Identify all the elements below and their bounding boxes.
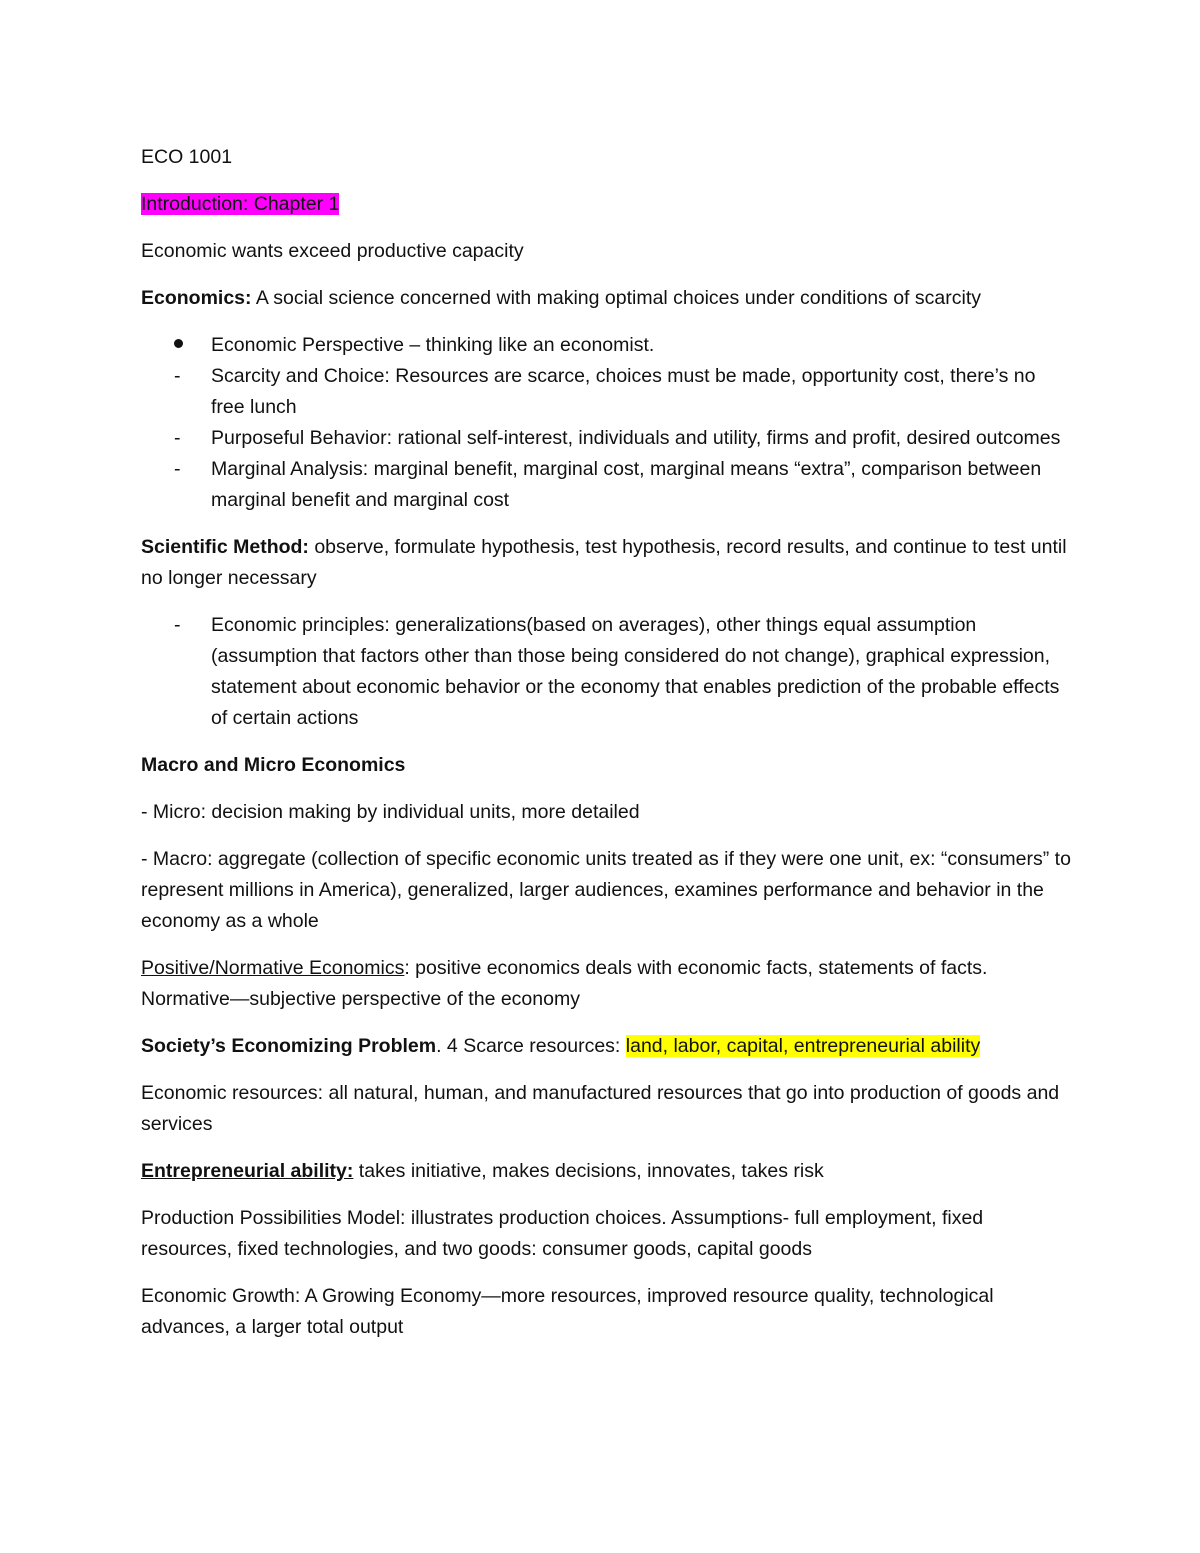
scientific-method-text: observe, formulate hypothesis, test hypothesis, record results, and continue to test until no longer necessary <box>141 536 1067 589</box>
list-item-text: Scarcity and Choice: Resources are scarce, choices must be made, opportunity cost, there’s no free lunch <box>211 365 1036 418</box>
macro-line: - Macro: aggregate (collection of specific economic units treated as if they were one unit, ex: “consumers” to represent millions in America), generalized, larger audiences, examines performance and behavior in the economy as a whole <box>141 848 1071 932</box>
chapter-heading: Introduction: Chapter 1 <box>141 193 340 215</box>
economics-definition <box>141 283 1071 314</box>
bullet-dot-icon <box>174 339 183 348</box>
list-item-text: Marginal Analysis: marginal benefit, marginal cost, marginal means “extra”, comparison between marginal benefit and marginal cost <box>211 458 1042 511</box>
principles-list <box>141 610 1071 734</box>
dash-marker: - <box>174 427 181 449</box>
bullet-marker <box>174 330 194 361</box>
positive-normative-text: : positive economics deals with economic facts, statements of facts. Normative—subjective perspective of the economy <box>141 957 988 1010</box>
list-item <box>141 361 1071 423</box>
economic-resources: Economic resources: all natural, human, and manufactured resources that go into production of goods and services <box>141 1082 1060 1135</box>
chapter-heading-line <box>141 189 1071 220</box>
course-code: ECO 1001 <box>141 146 233 168</box>
scientific-method-term: Scientific Method: <box>141 536 309 558</box>
entrepreneurial-ability <box>141 1156 1071 1187</box>
entrepreneurial-term: Entrepreneurial ability: <box>141 1160 354 1182</box>
economizing-term: Society’s Economizing Problem <box>141 1035 437 1057</box>
scarce-resources-highlight: land, labor, capital, entrepreneurial ability <box>625 1035 981 1057</box>
list-item <box>141 454 1071 516</box>
perspective-list <box>141 330 1071 516</box>
document-body <box>141 142 1071 1359</box>
economics-term: Economics: <box>141 287 252 309</box>
list-item-text: Economic Perspective – thinking like an economist. <box>211 334 655 356</box>
list-item-bullet <box>141 330 1071 361</box>
positive-normative-term: Positive/Normative Economics <box>141 957 405 979</box>
list-item-text: Economic principles: generalizations(based on averages), other things equal assumption (assumption that factors other than those being considered do not change), graphical expression, statement about economic behavior or the economy that enables prediction of the probable effects of certain actions <box>211 614 1060 729</box>
intro-line: Economic wants exceed productive capacity <box>141 240 524 262</box>
economizing-problem <box>141 1031 1071 1062</box>
list-item <box>141 610 1071 734</box>
macro-micro-heading: Macro and Micro Economics <box>141 754 406 776</box>
positive-normative <box>141 953 1071 1015</box>
dash-marker: - <box>174 614 181 636</box>
list-item <box>141 423 1071 454</box>
scientific-method <box>141 532 1071 594</box>
dash-marker: - <box>174 365 181 387</box>
micro-line: - Micro: decision making by individual units, more detailed <box>141 801 640 823</box>
list-item-text: Purposeful Behavior: rational self-interest, individuals and utility, firms and profit, desired outcomes <box>211 427 1061 449</box>
entrepreneurial-text: takes initiative, makes decisions, innovates, takes risk <box>353 1160 824 1182</box>
dash-marker: - <box>174 458 181 480</box>
economic-growth: Economic Growth: A Growing Economy—more resources, improved resource quality, technological advances, a larger total output <box>141 1285 994 1338</box>
production-possibilities: Production Possibilities Model: illustrates production choices. Assumptions- full employment, fixed resources, fixed technologies, and two goods: consumer goods, capital goods <box>141 1207 984 1260</box>
economics-text: A social science concerned with making optimal choices under conditions of scarcity <box>251 287 981 309</box>
economizing-text: . 4 Scarce resources: <box>436 1035 626 1057</box>
